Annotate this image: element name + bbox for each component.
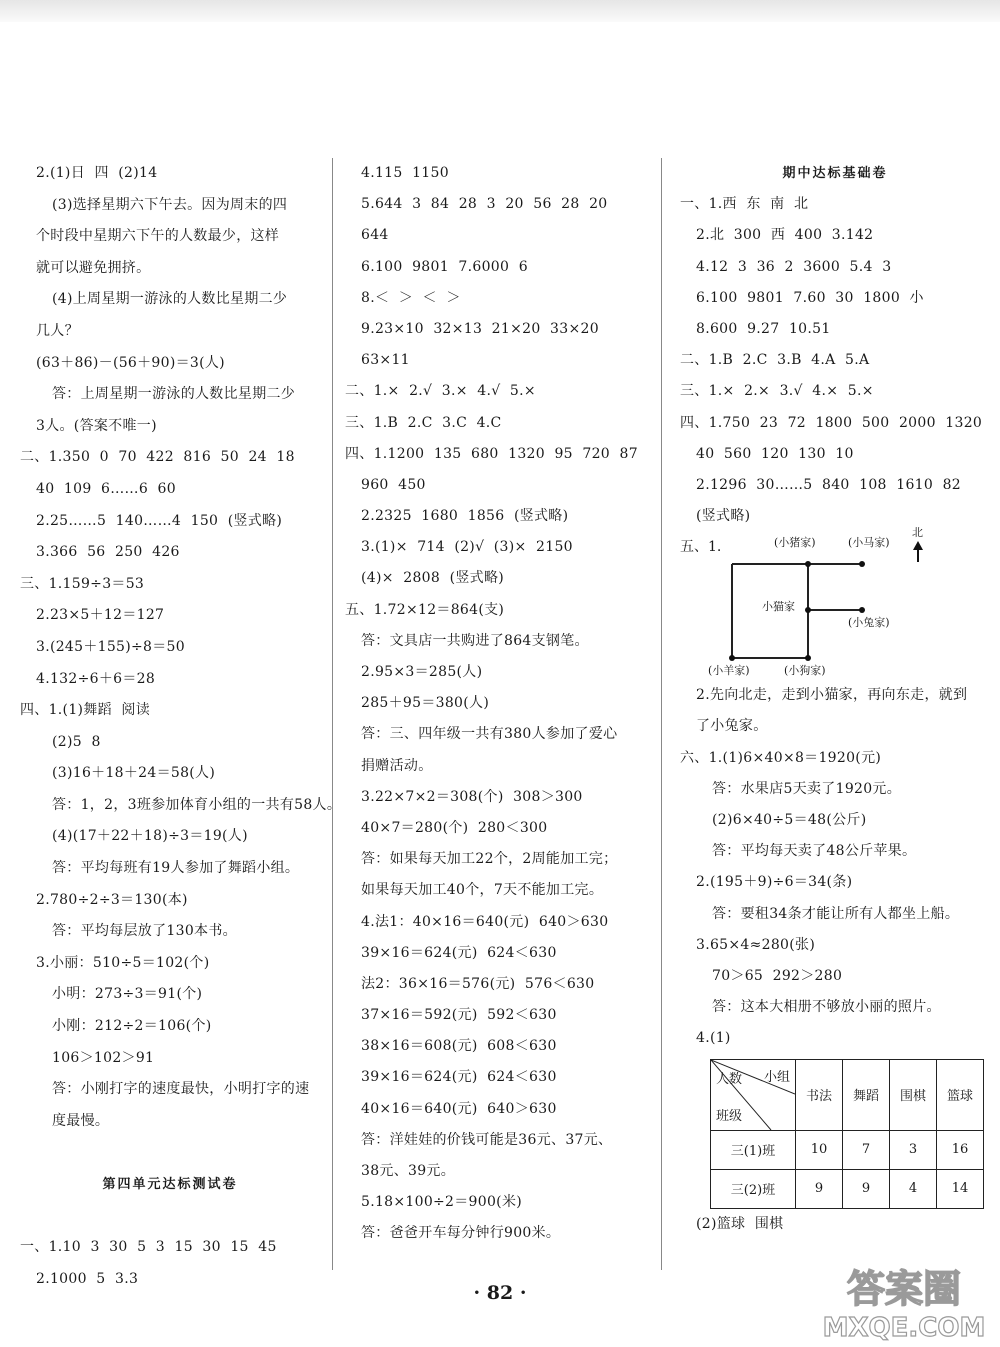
- answer-line: 106＞102＞91: [52, 1049, 155, 1066]
- answer-line: (2)篮球 围棋: [696, 1215, 784, 1232]
- answer-line: 40×7＝280(个) 280＜300: [361, 819, 548, 836]
- table-cell: 14: [937, 1169, 984, 1208]
- answer-line: 2.1000 5 3.3: [36, 1270, 139, 1287]
- column-divider-right: [661, 158, 662, 1270]
- answer-line: 38×16＝608(元) 608＜630: [361, 1038, 557, 1055]
- table-cell: 7: [843, 1130, 890, 1169]
- answer-line: 六、1.(1)6×40×8＝1920(元): [680, 749, 882, 766]
- answer-line: 答：平均每天卖了48公斤苹果。: [712, 843, 917, 860]
- answer-line: 3人。(答案不唯一): [36, 417, 157, 434]
- table-cell: 9: [843, 1169, 890, 1208]
- answer-line: 3.22×7×2＝308(个) 308＞300: [361, 788, 583, 805]
- answer-line: 2.1296 30……5 840 108 1610 82: [696, 476, 961, 493]
- answer-line: 四、1.750 23 72 1800 500 2000 1320: [680, 414, 983, 431]
- answer-line: 答：爸爸开车每分钟行900米。: [361, 1225, 561, 1242]
- answer-line: 三、1.× 2.× 3.√ 4.× 5.×: [680, 383, 874, 400]
- answer-line: 了小兔家。: [696, 718, 768, 735]
- answer-line: 四、1.(1)舞蹈 阅读: [20, 702, 150, 719]
- answer-line: 2.(195＋9)÷6＝34(条): [696, 874, 853, 891]
- table-cell: 4: [890, 1169, 937, 1208]
- answer-line: 3.65×4≈280(张): [696, 936, 816, 953]
- answer-line: 二、1.× 2.√ 3.× 4.√ 5.×: [345, 383, 536, 400]
- answer-line: 4.132÷6＋6＝28: [36, 670, 156, 687]
- answer-line: 40×16＝640(元) 640＞630: [361, 1100, 557, 1117]
- answer-line: 几人？: [36, 322, 79, 339]
- answer-line: 38元、39元。: [361, 1163, 456, 1179]
- corner-label-group: 小组: [763, 1069, 790, 1085]
- column-header: 围棋: [890, 1059, 937, 1130]
- answer-line: 4.115 1150: [361, 165, 449, 181]
- answer-line: 70＞65 292＞280: [712, 967, 843, 984]
- answer-line: 644: [361, 227, 389, 244]
- label-pig-home: (小猪家): [774, 536, 816, 550]
- answer-line: 3.(1)× 714 (2)√ (3)× 2150: [361, 539, 573, 556]
- question-number: 五、1.: [680, 539, 722, 556]
- column-header: 书法: [796, 1059, 843, 1130]
- table-cell: 16: [937, 1130, 984, 1169]
- row-label: 三(2)班: [711, 1169, 796, 1208]
- location-dot: [859, 607, 865, 613]
- answer-line: 2.780÷2÷3＝130(本): [36, 891, 188, 908]
- answer-line: 如果每天加工40个，7天不能加工完。: [361, 882, 604, 899]
- answer-line: 4.(1): [696, 1030, 731, 1047]
- answer-line: 3.366 56 250 426: [36, 544, 180, 561]
- answer-line: 6.100 9801 7.60 30 1800 小: [696, 289, 924, 306]
- answer-line: 39×16＝624(元) 624＜630: [361, 1069, 557, 1086]
- watermark-text: 答案圈: [846, 1267, 962, 1311]
- answer-line: 9.23×10 32×13 21×20 33×20: [361, 320, 599, 337]
- answer-line: 8.＜ ＞ ＜ ＞: [361, 289, 461, 306]
- answer-line: 一、1.10 3 30 5 3 15 30 15 45: [20, 1239, 277, 1256]
- table-cell: 10: [796, 1130, 843, 1169]
- answer-line: 2.北 300 西 400 3.142: [696, 227, 874, 244]
- answer-line: 6.100 9801 7.6000 6: [361, 258, 528, 275]
- scan-top-band: [0, 0, 1000, 22]
- table-corner-cell: [711, 1059, 796, 1130]
- answer-line: 2.先向北走，走到小猫家，再向东走，就到: [696, 687, 968, 704]
- location-dot: [805, 561, 811, 567]
- answer-line: (4)(17＋22＋18)÷3＝19(人): [52, 828, 248, 845]
- answer-line: 小明：273÷3＝91(个): [52, 986, 203, 1003]
- table-cell: 9: [796, 1169, 843, 1208]
- answer-line: 2.95×3＝285(人): [361, 664, 483, 680]
- column-header: 舞蹈: [843, 1059, 890, 1130]
- answer-line: 285＋95＝380(人): [361, 695, 490, 712]
- answer-line: 2.(1)日 四 (2)14: [36, 165, 158, 181]
- location-dot: [805, 655, 811, 661]
- corner-label-count: 人数: [716, 1071, 743, 1087]
- spacer: [20, 1137, 320, 1169]
- location-dot: [859, 561, 865, 567]
- watermark-logo: [812, 1258, 994, 1342]
- answer-line: (3)16＋18＋24＝58(人): [52, 765, 216, 782]
- section-title: 第四单元达标测试卷: [102, 1177, 238, 1192]
- answer-line: 答：这本大相册不够放小丽的照片。: [712, 999, 941, 1016]
- answer-line: 37×16＝592(元) 592＜630: [361, 1007, 557, 1024]
- answer-line: 二、1.B 2.C 3.B 4.A 5.A: [680, 352, 870, 369]
- answer-line: (3)选择星期六下午去。因为周末的四: [52, 196, 288, 213]
- label-horse-home: (小马家): [848, 536, 890, 550]
- table-row: [711, 1169, 984, 1208]
- answer-line: 小刚：212÷2＝106(个): [52, 1018, 212, 1035]
- answer-line: 一、1.西 东 南 北: [680, 196, 809, 213]
- location-dot: [805, 607, 811, 613]
- answer-line: (2)5 8: [52, 733, 101, 750]
- answer-line: 就可以避免拥挤。: [36, 259, 151, 276]
- label-sheep-home: (小羊家): [708, 664, 750, 678]
- answer-line: (竖式略): [696, 508, 751, 525]
- label-north: 北: [912, 526, 923, 540]
- answer-line: 40 560 120 130 10: [696, 445, 854, 462]
- answer-line: (4)× 2808 (竖式略): [361, 570, 505, 587]
- answer-line: (4)上周星期一游泳的人数比星期二少: [52, 291, 288, 308]
- answer-line: 答：平均每层放了130本书。: [52, 923, 237, 940]
- table-row: [711, 1130, 984, 1169]
- answer-line: 四、1.1200 135 680 1320 95 720 87: [345, 445, 638, 462]
- row-label: 三(1)班: [711, 1130, 796, 1169]
- answer-line: 2.2325 1680 1856 (竖式略): [361, 508, 569, 525]
- answer-column-2: [345, 158, 655, 1250]
- answer-line: 960 450: [361, 476, 426, 493]
- answer-line: 5.644 3 84 28 3 20 56 28 20: [361, 196, 608, 213]
- answer-line: (2)6×40÷5＝48(公斤): [712, 812, 867, 828]
- answer-line: 5.18×100÷2＝900(米): [361, 1194, 523, 1211]
- label-cat-home: 小猫家: [762, 600, 795, 614]
- answer-line: 8.600 9.27 10.51: [696, 320, 831, 337]
- answer-line: 答：如果每天加工22个，2周能加工完；: [361, 851, 618, 868]
- label-dog-home: (小狗家): [784, 664, 826, 678]
- answer-line: 答：1，2，3班参加体育小组的一共有58人。: [52, 796, 342, 813]
- location-dot: [729, 655, 735, 661]
- watermark-domain: MXQE.COM: [822, 1313, 986, 1342]
- table-header-row: [711, 1059, 984, 1130]
- answer-line: 答：要租34条才能让所有人都坐上船。: [712, 905, 960, 922]
- answer-line: 答：平均每班有19人参加了舞蹈小组。: [52, 860, 300, 877]
- answer-line: 39×16＝624(元) 624＜630: [361, 944, 557, 961]
- answer-line: 40 109 6……6 60: [36, 480, 176, 497]
- answer-line: (63＋86)－(56＋90)＝3(人): [36, 354, 225, 371]
- answer-line: 4.法1：40×16＝640(元) 640＞630: [361, 913, 609, 930]
- north-arrow-icon: [913, 541, 923, 562]
- answer-line: 4.12 3 36 2 3600 5.4 3: [696, 258, 892, 275]
- answer-column-1: [20, 158, 342, 1295]
- label-rabbit-home: (小兔家): [848, 616, 890, 630]
- answer-line: 63×11: [361, 352, 410, 369]
- answer-line: 答：上周星期一游泳的人数比星期二少: [52, 386, 296, 403]
- corner-label-class: 班级: [716, 1108, 743, 1124]
- page-number: · 82 ·: [473, 1282, 527, 1304]
- spacer: [20, 1201, 320, 1233]
- section-title: 期中达标基础卷: [782, 166, 888, 181]
- direction-map: [680, 526, 990, 680]
- answer-line: 答：小刚打字的速度最快，小明打字的速: [52, 1081, 310, 1098]
- answer-line: 捐赠活动。: [361, 757, 433, 774]
- activity-table: [710, 1059, 984, 1209]
- answer-line: 五、1.72×12＝864(支): [345, 601, 505, 618]
- route-diagram: [680, 532, 990, 680]
- answer-line: 个时段中星期六下午的人数最少，这样: [36, 228, 280, 245]
- answer-line: 3.(245＋155)÷8＝50: [36, 638, 185, 655]
- answer-line: 2.23×5＋12＝127: [36, 607, 165, 624]
- answer-line: 法2：36×16＝576(元) 576＜630: [361, 975, 595, 992]
- answer-line: 三、1.B 2.C 3.C 4.C: [345, 414, 502, 431]
- table-cell: 3: [890, 1130, 937, 1169]
- answer-line: 答：洋娃娃的价钱可能是36元、37元、: [361, 1131, 613, 1148]
- answer-line: 答：三、四年级一共有380人参加了爱心: [361, 726, 618, 743]
- answer-line: 度最慢。: [52, 1112, 110, 1129]
- answer-column-3: [680, 158, 990, 1240]
- column-divider-left: [332, 158, 333, 1270]
- answer-line: 二、1.350 0 70 422 816 50 24 18: [20, 449, 295, 466]
- answer-line: 答：文具店一共购进了864支钢笔。: [361, 632, 589, 649]
- answer-line: 3.小丽：510÷5＝102(个): [36, 954, 210, 971]
- answer-line: 三、1.159÷3＝53: [20, 575, 145, 592]
- answer-line: 答：水果店5天卖了1920元。: [712, 780, 902, 797]
- column-header: 篮球: [937, 1059, 984, 1130]
- answer-line: 2.25……5 140……4 150 (竖式略): [36, 512, 283, 529]
